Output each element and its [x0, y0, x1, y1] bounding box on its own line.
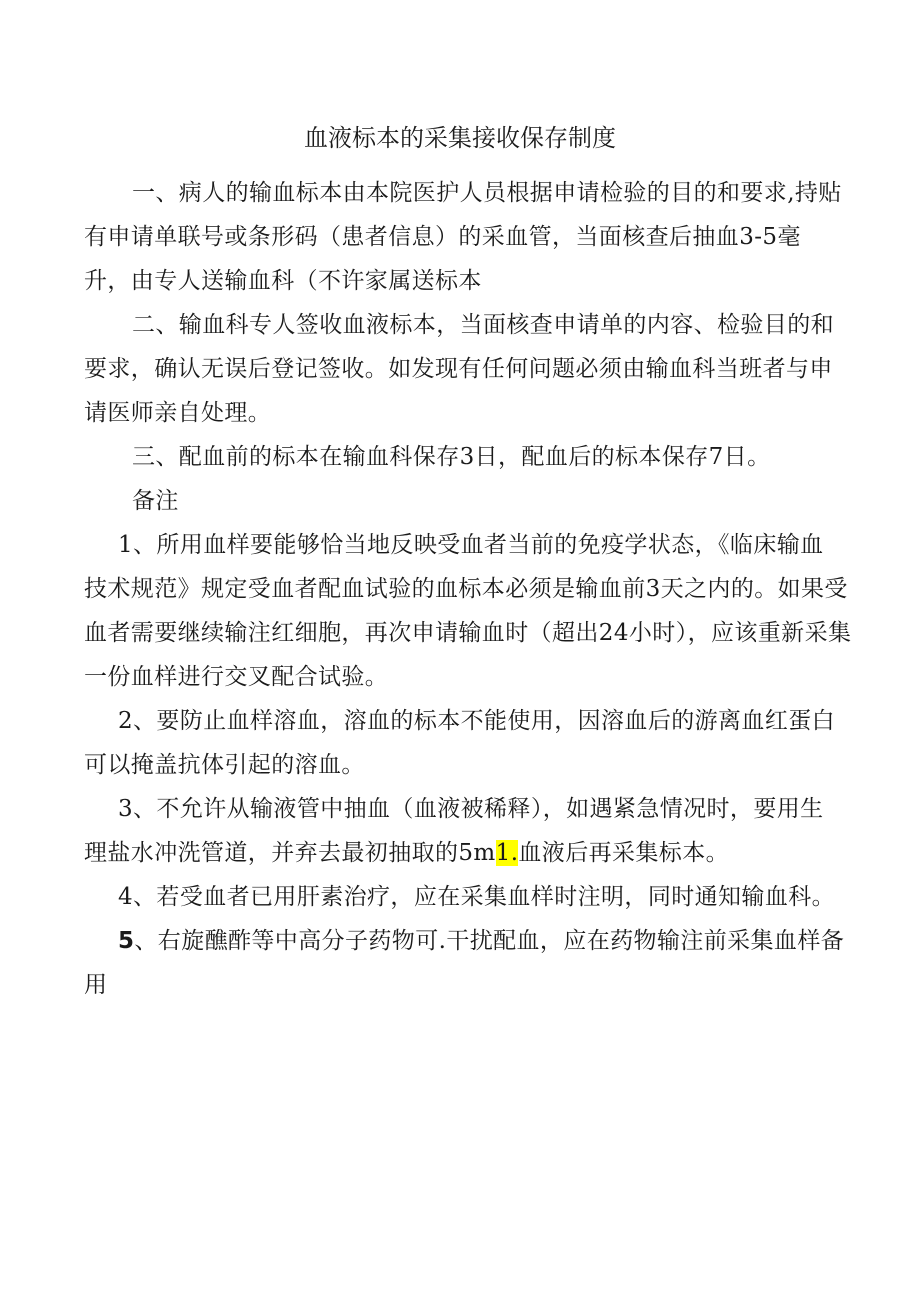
note-1-line-4: 一份血样进行交叉配合试验。 — [84, 664, 389, 690]
note-2-line-2: 可以掩盖抗体引起的溶血。 — [84, 752, 365, 778]
paragraph-2-line-2: 要求，确认无误后登记签收。如发现有任何问题必须由输血科当班者与申 — [84, 356, 833, 382]
document-title: 血液标本的采集接收保存制度 — [304, 124, 616, 152]
note-1-line-3: 血者需要继续输注红细胞，再次申请输血时（超出24小时），应该重新采集 — [84, 620, 852, 646]
note-5-line-1 — [118, 918, 844, 964]
note-1-line-1: 1、所用血样要能够恰当地反映受血者当前的免疫学状态，《临床输血 — [118, 532, 824, 558]
paragraph-1-line-3: 升，由专人送输血科（不许家属送标本 — [84, 268, 482, 294]
paragraph-2-line-3: 请医师亲自处理。 — [84, 400, 272, 426]
note-4-line-1: 4、若受血者已用肝素治疗，应在采集血样时注明，同时通知输血科。 — [118, 884, 836, 910]
paragraph-3-line-1: 三、配血前的标本在输血科保存3日，配血后的标本保存7日。 — [132, 444, 771, 470]
paragraph-1-line-1: 一、病人的输血标本由本院医护人员根据申请检验的目的和要求,持贴 — [132, 180, 842, 206]
note-1-line-2: 技术规范》规定受血者配血试验的血标本必须是输血前3天之内的。如果受 — [84, 576, 848, 602]
note-5-line-2: 用 — [84, 972, 108, 998]
highlighted-text: 1. — [495, 840, 519, 866]
paragraph-2-line-1: 二、输血科专人签收血液标本，当面核查申请单的内容、检验目的和 — [132, 312, 834, 338]
note-3-line-1: 3、不允许从输液管中抽血（血液被稀释），如遇紧急情况时，要用生 — [118, 796, 824, 822]
notes-heading: 备注 — [132, 488, 179, 514]
note-5-line-1-text: 、右旋醮酢等中高分子药物可.干扰配血，应在药物输注前采集血样备 — [134, 928, 845, 954]
paragraph-1-line-2: 有申请单联号或条形码（患者信息）的采血管，当面核查后抽血3-5毫 — [84, 224, 801, 250]
note-3-line-2-end: 血液后再采集标本。 — [518, 840, 730, 866]
note-2-line-1: 2、要防止血样溶血，溶血的标本不能使用，因溶血后的游离血红蛋白 — [118, 708, 836, 734]
note-3-line-2-start: 理盐水冲洗管道，并弃去最初抽取的5m — [84, 840, 496, 866]
note-5-number: 5 — [118, 928, 135, 954]
note-3-line-2 — [84, 830, 729, 876]
